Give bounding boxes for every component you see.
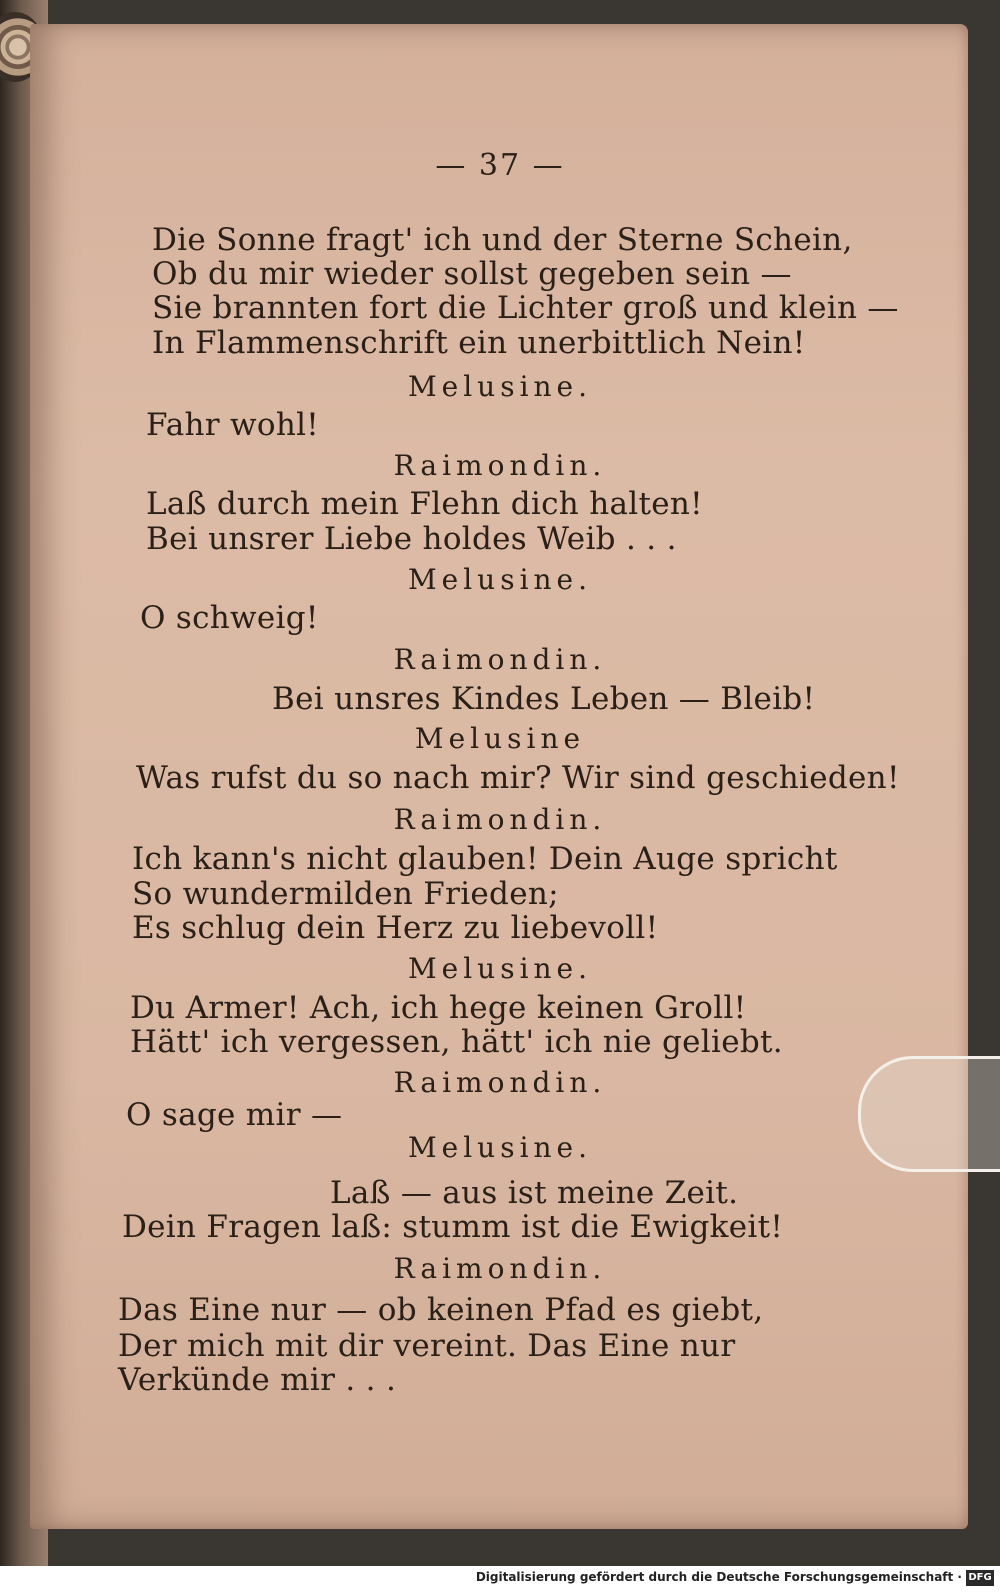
speaker-name: Melusine. — [407, 370, 593, 403]
speaker-name: Raimondin. — [393, 643, 607, 676]
verse-line: Ich kann's nicht glauben! Dein Auge spricht — [132, 841, 838, 877]
speaker-name: Melusine — [414, 722, 586, 755]
funding-credit: Digitalisierung gefördert durch die Deutsche Forschungsgemeinschaft · — [475, 1570, 962, 1584]
speaker-name: Melusine. — [407, 952, 593, 985]
verse-line: Fahr wohl! — [146, 407, 320, 443]
speaker-name: Melusine. — [407, 563, 593, 596]
speaker-name: Raimondin. — [393, 1252, 607, 1285]
verse-line: Laß durch mein Flehn dich halten! — [146, 486, 703, 522]
verse-line: Dein Fragen laß: stumm ist die Ewigkeit! — [122, 1209, 784, 1245]
verse-line: Das Eine nur — ob keinen Pfad es giebt, — [118, 1292, 764, 1328]
verse-line: So wundermilden Frieden; — [132, 876, 559, 912]
verse-line: Es schlug dein Herz zu liebevoll! — [132, 910, 659, 946]
verse-line: In Flammenschrift ein unerbittlich Nein! — [152, 325, 806, 361]
verse-line: O schweig! — [140, 600, 319, 636]
verse-line: Laß — aus ist meine Zeit. — [330, 1175, 739, 1211]
speaker-name: Raimondin. — [393, 803, 607, 836]
verse-line: Sie brannten fort die Lichter groß und klein — — [152, 290, 899, 326]
verse-line: Die Sonne fragt' ich und der Sterne Schein, — [152, 222, 853, 258]
verse-line: Bei unsrer Liebe holdes Weib . . . — [146, 521, 677, 557]
page-number: — 37 — — [435, 148, 565, 183]
speaker-name: Raimondin. — [393, 1066, 607, 1099]
verse-line: Was rufst du so nach mir? Wir sind geschieden! — [136, 760, 900, 796]
verse-line: Ob du mir wieder sollst gegeben sein — — [152, 256, 792, 292]
verse-line: O sage mir — — [126, 1097, 343, 1133]
speaker-name: Raimondin. — [393, 449, 607, 482]
verse-line: Verkünde mir . . . — [118, 1362, 397, 1398]
dfg-logo-icon: DFG — [966, 1570, 994, 1586]
verse-line: Der mich mit dir vereint. Das Eine nur — [118, 1328, 736, 1364]
verse-line: Bei unsres Kindes Leben — Bleib! — [272, 681, 816, 717]
verse-line: Hätt' ich vergessen, hätt' ich nie geliebt. — [130, 1024, 783, 1060]
footer-bar — [0, 1566, 1000, 1592]
page-clip-tab — [858, 1056, 1000, 1172]
verse-line: Du Armer! Ach, ich hege keinen Groll! — [130, 990, 747, 1026]
speaker-name: Melusine. — [407, 1131, 593, 1164]
